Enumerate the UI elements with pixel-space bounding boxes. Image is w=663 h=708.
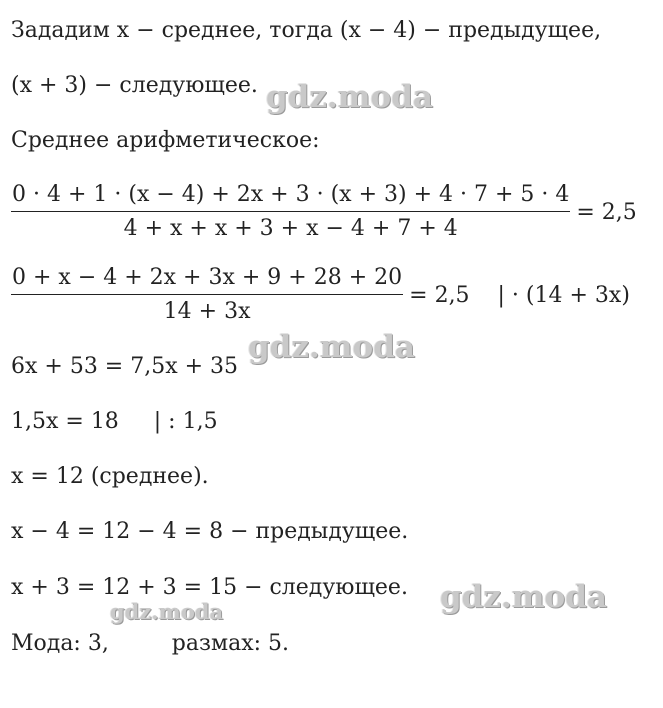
- equation-7: x + 3 = 12 + 3 = 15 − следующее.: [11, 575, 408, 600]
- watermark-4: gdz.moda: [110, 599, 224, 624]
- equation-2-result: = 2,5 | · (14 + 3x): [409, 282, 630, 308]
- equation-4: 1,5x = 18 | : 1,5: [11, 409, 218, 434]
- equation-1-result: = 2,5: [576, 199, 637, 225]
- watermark-3: gdz.moda: [440, 579, 607, 615]
- fraction-2-denominator: 14 + 3x: [163, 299, 251, 324]
- fraction-2-bar: [11, 294, 403, 295]
- fraction-1-denominator: 4 + x + x + 3 + x − 4 + 7 + 4: [123, 216, 458, 241]
- fraction-2: [11, 264, 403, 326]
- equation-6: x − 4 = 12 − 4 = 8 − предыдущее.: [11, 519, 409, 544]
- mean-label: Среднее арифметическое:: [11, 128, 320, 153]
- intro-line-1: Зададим x − среднее, тогда (x − 4) − предыдущее,: [11, 18, 602, 43]
- watermark-1: gdz.moda: [266, 79, 433, 115]
- equation-3: 6x + 53 = 7,5x + 35: [11, 354, 239, 379]
- intro-line-2: (x + 3) − следующее.: [11, 73, 258, 98]
- fraction-1: [11, 181, 570, 243]
- equation-5: x = 12 (среднее).: [11, 464, 209, 489]
- fraction-2-numerator: 0 + x − 4 + 2x + 3x + 9 + 28 + 20: [12, 265, 403, 290]
- watermark-2: gdz.moda: [248, 329, 415, 365]
- fraction-1-bar: [11, 211, 570, 212]
- equation-2: [11, 264, 630, 326]
- fraction-1-numerator: 0 · 4 + 1 · (x − 4) + 2x + 3 · (x + 3) + 4 · 7 + 5 · 4: [12, 182, 570, 207]
- answer-line: Мода: 3, размах: 5.: [11, 631, 289, 656]
- equation-1: [11, 181, 637, 243]
